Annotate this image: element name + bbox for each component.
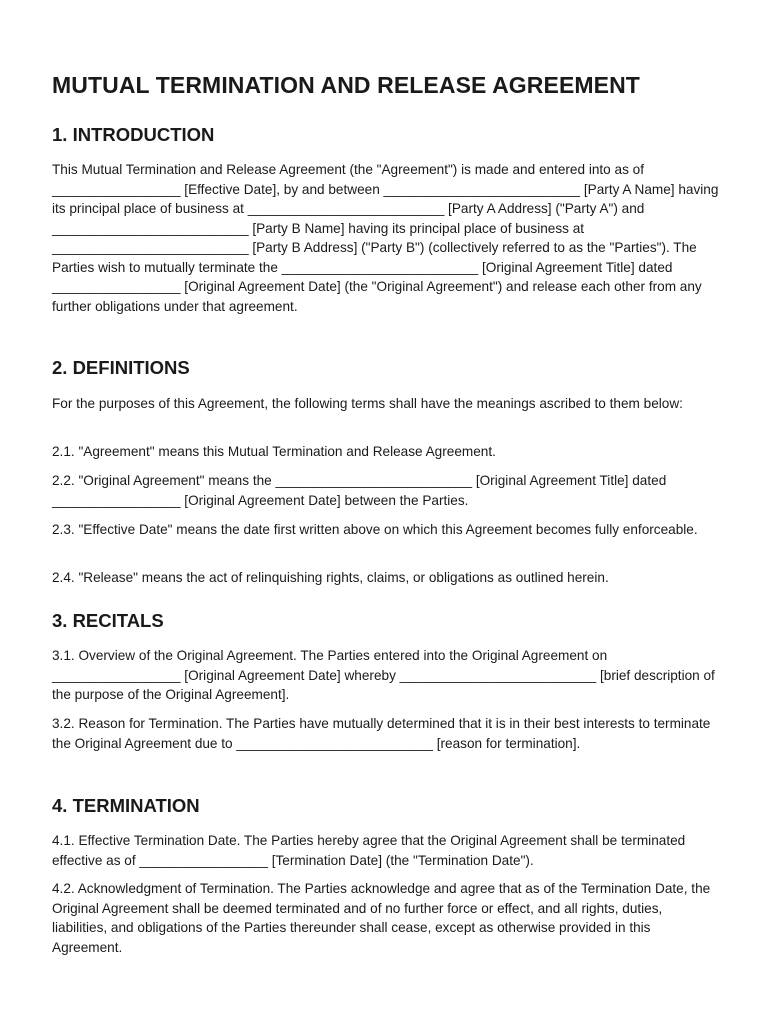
paragraph-definitions-intro: For the purposes of this Agreement, the following terms shall have the meanings ascribed to them below:: [52, 396, 683, 411]
section-heading-recitals: 3. RECITALS: [52, 610, 164, 631]
paragraph-recital-3-1: 3.1. Overview of the Original Agreement. The Parties entered into the Original Agreement on _________________ [Original Agreement Date] whereby __________________________ [brief description of the purpose of the Original Agreement].: [52, 648, 715, 702]
section-heading-introduction: 1. INTRODUCTION: [52, 124, 215, 145]
paragraph-definition-2-2: 2.2. "Original Agreement" means the __________________________ [Original Agreement Title] dated _________________ [Original Agreement Date] between the Parties.: [52, 473, 667, 508]
paragraph-termination-4-1: 4.1. Effective Termination Date. The Parties hereby agree that the Original Agreement shall be terminated effective as of _________________ [Termination Date] (the "Termination Date").: [52, 833, 686, 868]
paragraph-introduction: This Mutual Termination and Release Agreement (the "Agreement") is made and entered into as of _________________ [Effective Date], by and between __________________________ [Party A Name] having its principal place of business at __________________________ [Party A Address] ("Party A") and __________________________ [Party B Name] having its principal place of business at __________________________ [Party B Address] ("Party B") (collectively referred to as the "Parties"). The Parties wish to mutually terminate the __________________________ [Original Agreement Title] dated _________________ [Original Agreement Date] (the "Original Agreement") and release each other from any further obligations under that agreement.: [52, 162, 719, 314]
paragraph-definition-2-1: 2.1. "Agreement" means this Mutual Termination and Release Agreement.: [52, 444, 496, 459]
document-title: MUTUAL TERMINATION AND RELEASE AGREEMENT: [52, 72, 640, 98]
paragraph-definition-2-3: 2.3. "Effective Date" means the date first written above on which this Agreement becomes fully enforceable.: [52, 522, 698, 537]
paragraph-definition-2-4: 2.4. "Release" means the act of relinquishing rights, claims, or obligations as outlined herein.: [52, 570, 609, 585]
section-heading-definitions: 2. DEFINITIONS: [52, 357, 190, 378]
paragraph-recital-3-2: 3.2. Reason for Termination. The Parties have mutually determined that it is in their best interests to terminate the Original Agreement due to __________________________ [reason for termination].: [52, 716, 711, 751]
paragraph-termination-4-2: 4.2. Acknowledgment of Termination. The Parties acknowledge and agree that as of the Termination Date, the Original Agreement shall be deemed terminated and of no further force or effect, and all rights, duties, liabilities, and obligations of the Parties thereunder shall cease, except as otherwise provided in this Agreement.: [52, 881, 711, 955]
section-heading-termination: 4. TERMINATION: [52, 795, 200, 816]
